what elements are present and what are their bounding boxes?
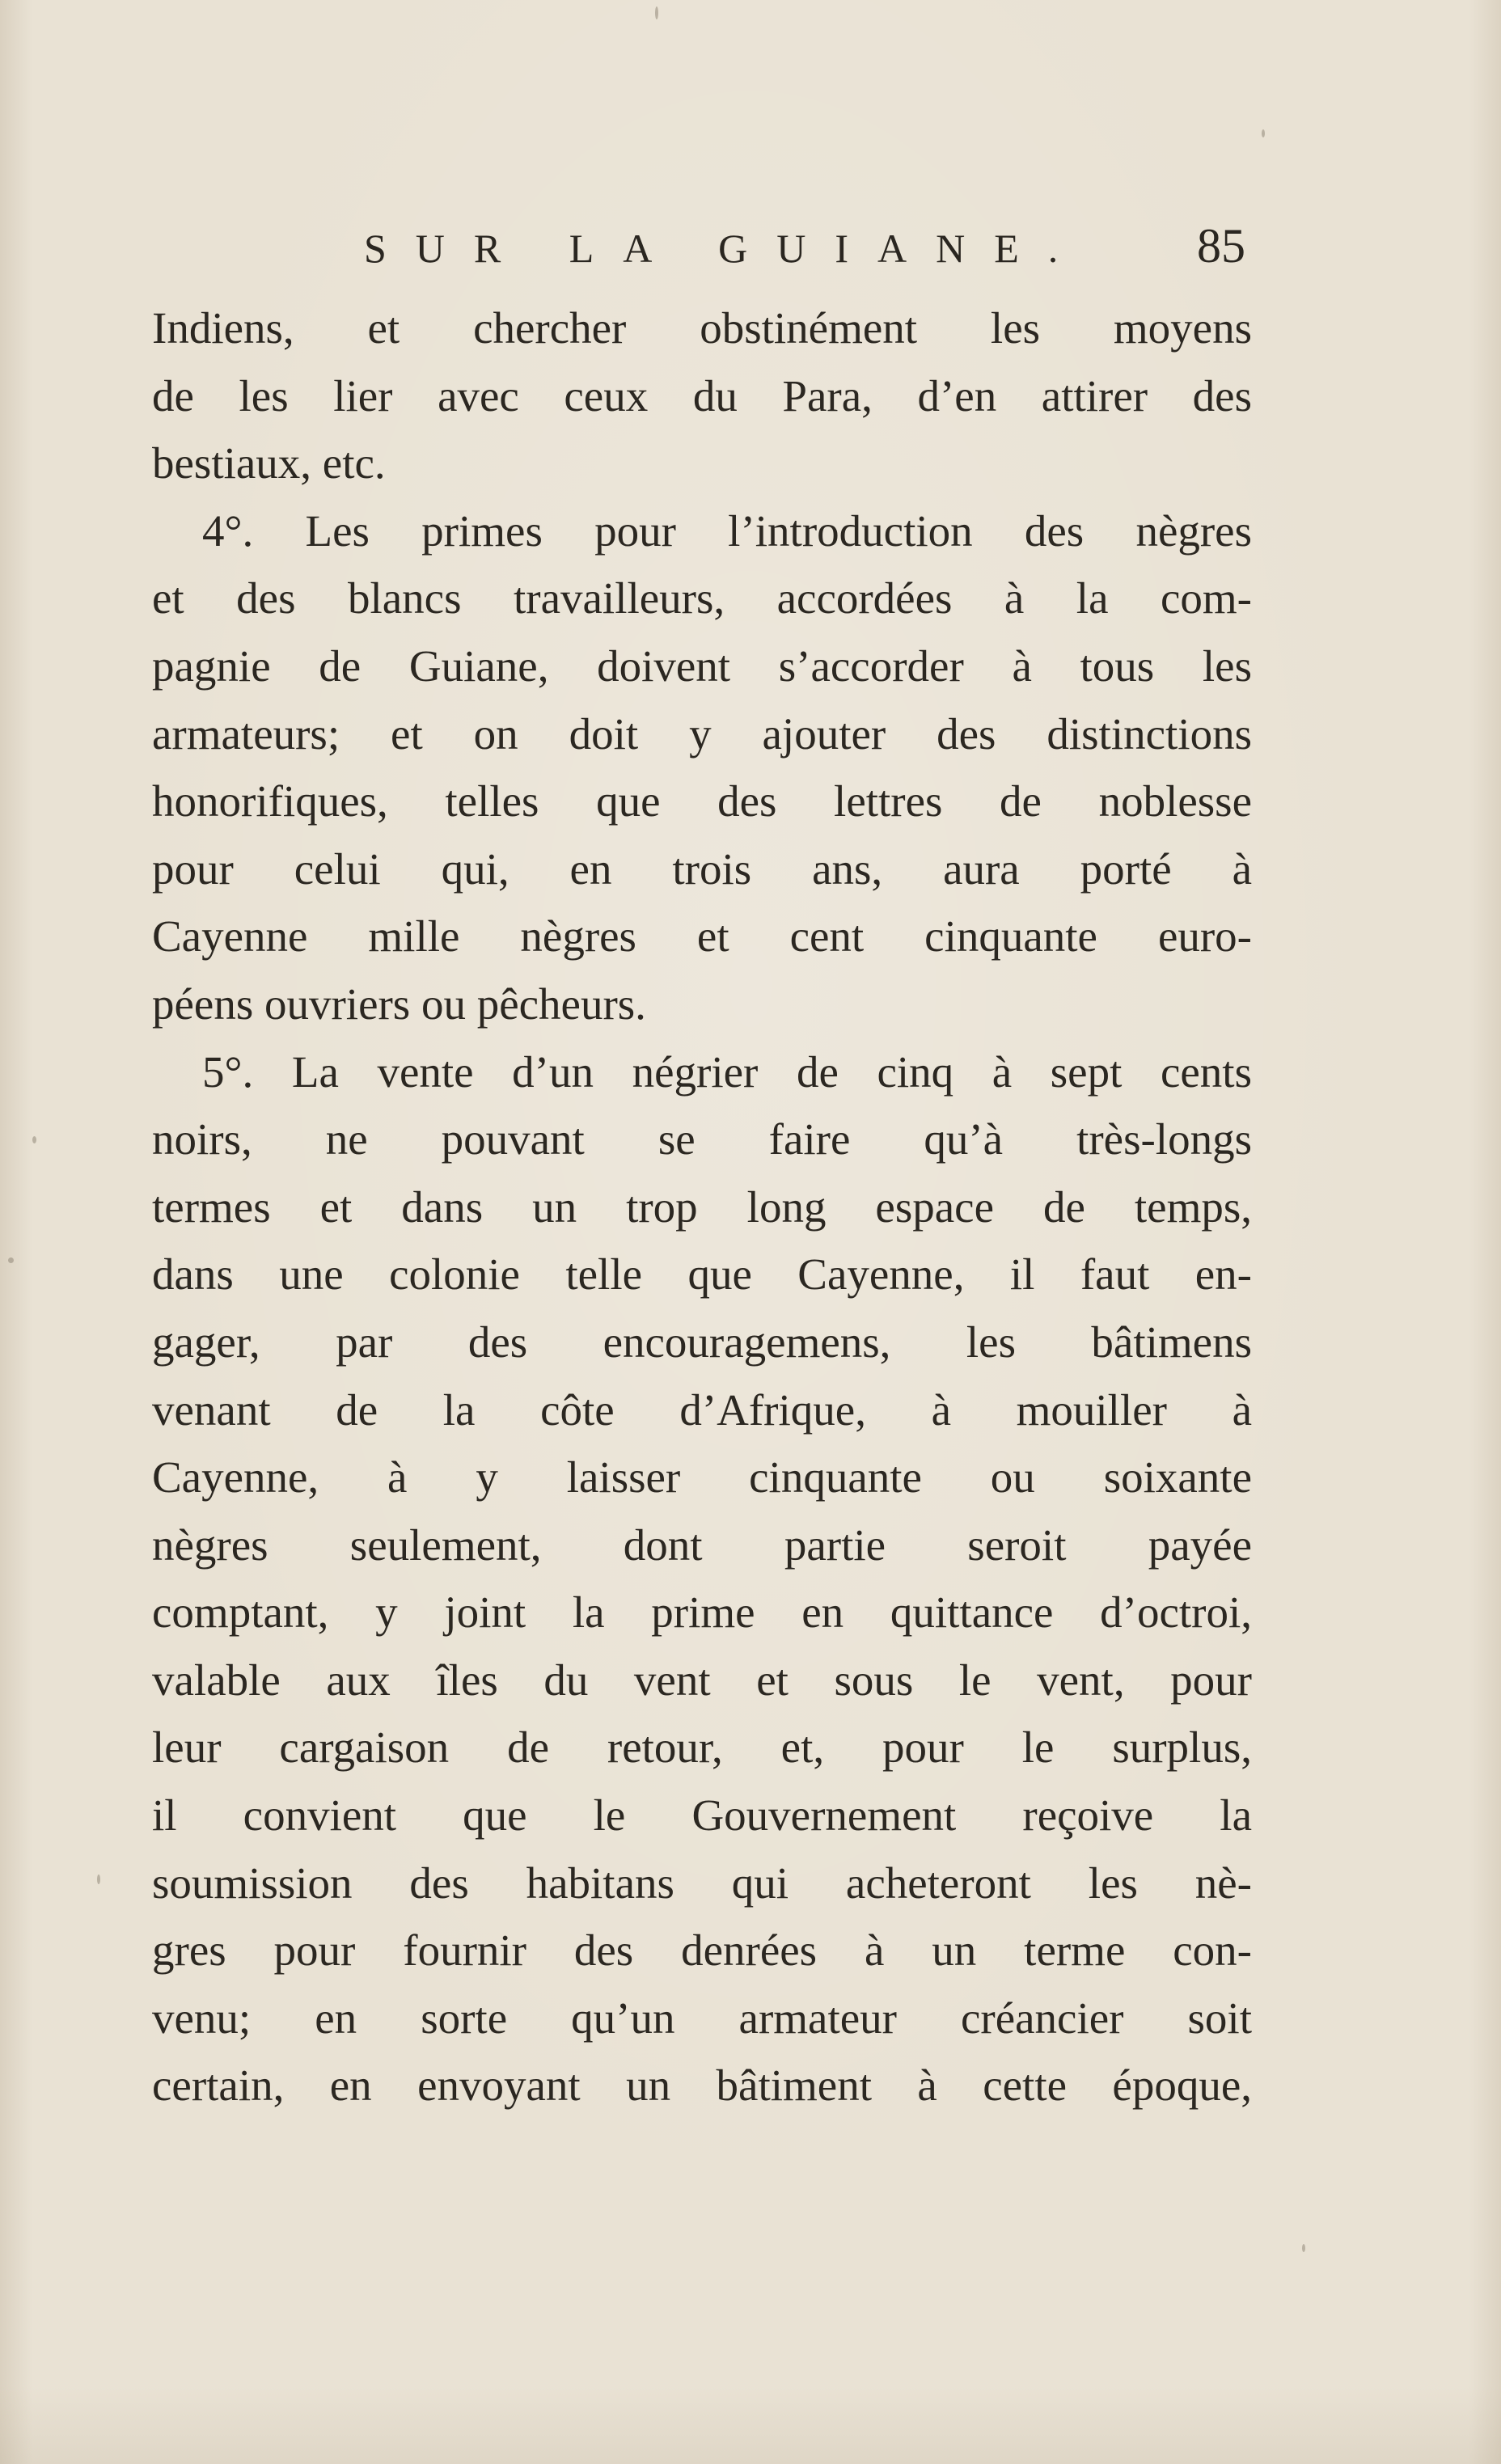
text-line: Cayenne mille nègres et cent cinquante euro- bbox=[152, 911, 1252, 962]
text-line: gager, par des encouragemens, les bâtimens bbox=[152, 1317, 1252, 1367]
paper-speck bbox=[32, 1136, 36, 1143]
text-line: Indiens, et chercher obstinément les moyens bbox=[152, 303, 1252, 353]
text-line: nègres seulement, dont partie seroit payée bbox=[152, 1519, 1252, 1570]
text-line: de les lier avec ceux du Para, d’en attirer des bbox=[152, 370, 1252, 421]
paper-speck bbox=[1302, 2244, 1305, 2252]
running-title: SUR LA GUIANE. bbox=[364, 226, 1088, 271]
text-line: soumission des habitans qui acheteront les nè- bbox=[152, 1858, 1252, 1908]
text-line: venu; en sorte qu’un armateur créancier soit bbox=[152, 1993, 1252, 2043]
text-line: dans une colonie telle que Cayenne, il faut en- bbox=[152, 1249, 1252, 1300]
text-line: comptant, y joint la prime en quittance d’octroi, bbox=[152, 1587, 1252, 1638]
paper-speck bbox=[8, 1257, 14, 1263]
text-line: bestiaux, etc. bbox=[152, 438, 386, 488]
paper-speck bbox=[655, 6, 658, 19]
paragraph-start-line: 5°. La vente d’un négrier de cinq à sept cents bbox=[202, 1046, 1252, 1097]
paper-speck bbox=[97, 1874, 100, 1884]
text-line: noirs, ne pouvant se faire qu’à très-longs bbox=[152, 1114, 1252, 1164]
text-line: valable aux îles du vent et sous le vent, pour bbox=[152, 1655, 1252, 1705]
text-line: pagnie de Guiane, doivent s’accorder à tous les bbox=[152, 640, 1252, 691]
text-line: leur cargaison de retour, et, pour le surplus, bbox=[152, 1722, 1252, 1773]
page-number: 85 bbox=[1197, 219, 1245, 273]
text-line: honorifiques, telles que des lettres de noblesse bbox=[152, 776, 1252, 826]
text-line: termes et dans un trop long espace de temps, bbox=[152, 1181, 1252, 1232]
text-line: pour celui qui, en trois ans, aura porté à bbox=[152, 843, 1252, 894]
text-line: certain, en envoyant un bâtiment à cette époque, bbox=[152, 2060, 1252, 2111]
text-line: venant de la côte d’Afrique, à mouiller à bbox=[152, 1384, 1252, 1435]
text-line: gres pour fournir des denrées à un terme con- bbox=[152, 1925, 1252, 1976]
text-line: et des blancs travailleurs, accordées à la com- bbox=[152, 573, 1252, 623]
text-line: Cayenne, à y laisser cinquante ou soixante bbox=[152, 1452, 1252, 1502]
text-line: armateurs; et on doit y ajouter des distinctions bbox=[152, 708, 1252, 759]
body-text bbox=[152, 294, 1252, 2120]
page-header bbox=[154, 217, 1245, 290]
text-line: péens ouvriers ou pêcheurs. bbox=[152, 978, 646, 1029]
text-line: il convient que le Gouvernement reçoive la bbox=[152, 1790, 1252, 1841]
paragraph-start-line: 4°. Les primes pour l’introduction des nègres bbox=[202, 505, 1252, 556]
paper-speck bbox=[1262, 129, 1265, 137]
